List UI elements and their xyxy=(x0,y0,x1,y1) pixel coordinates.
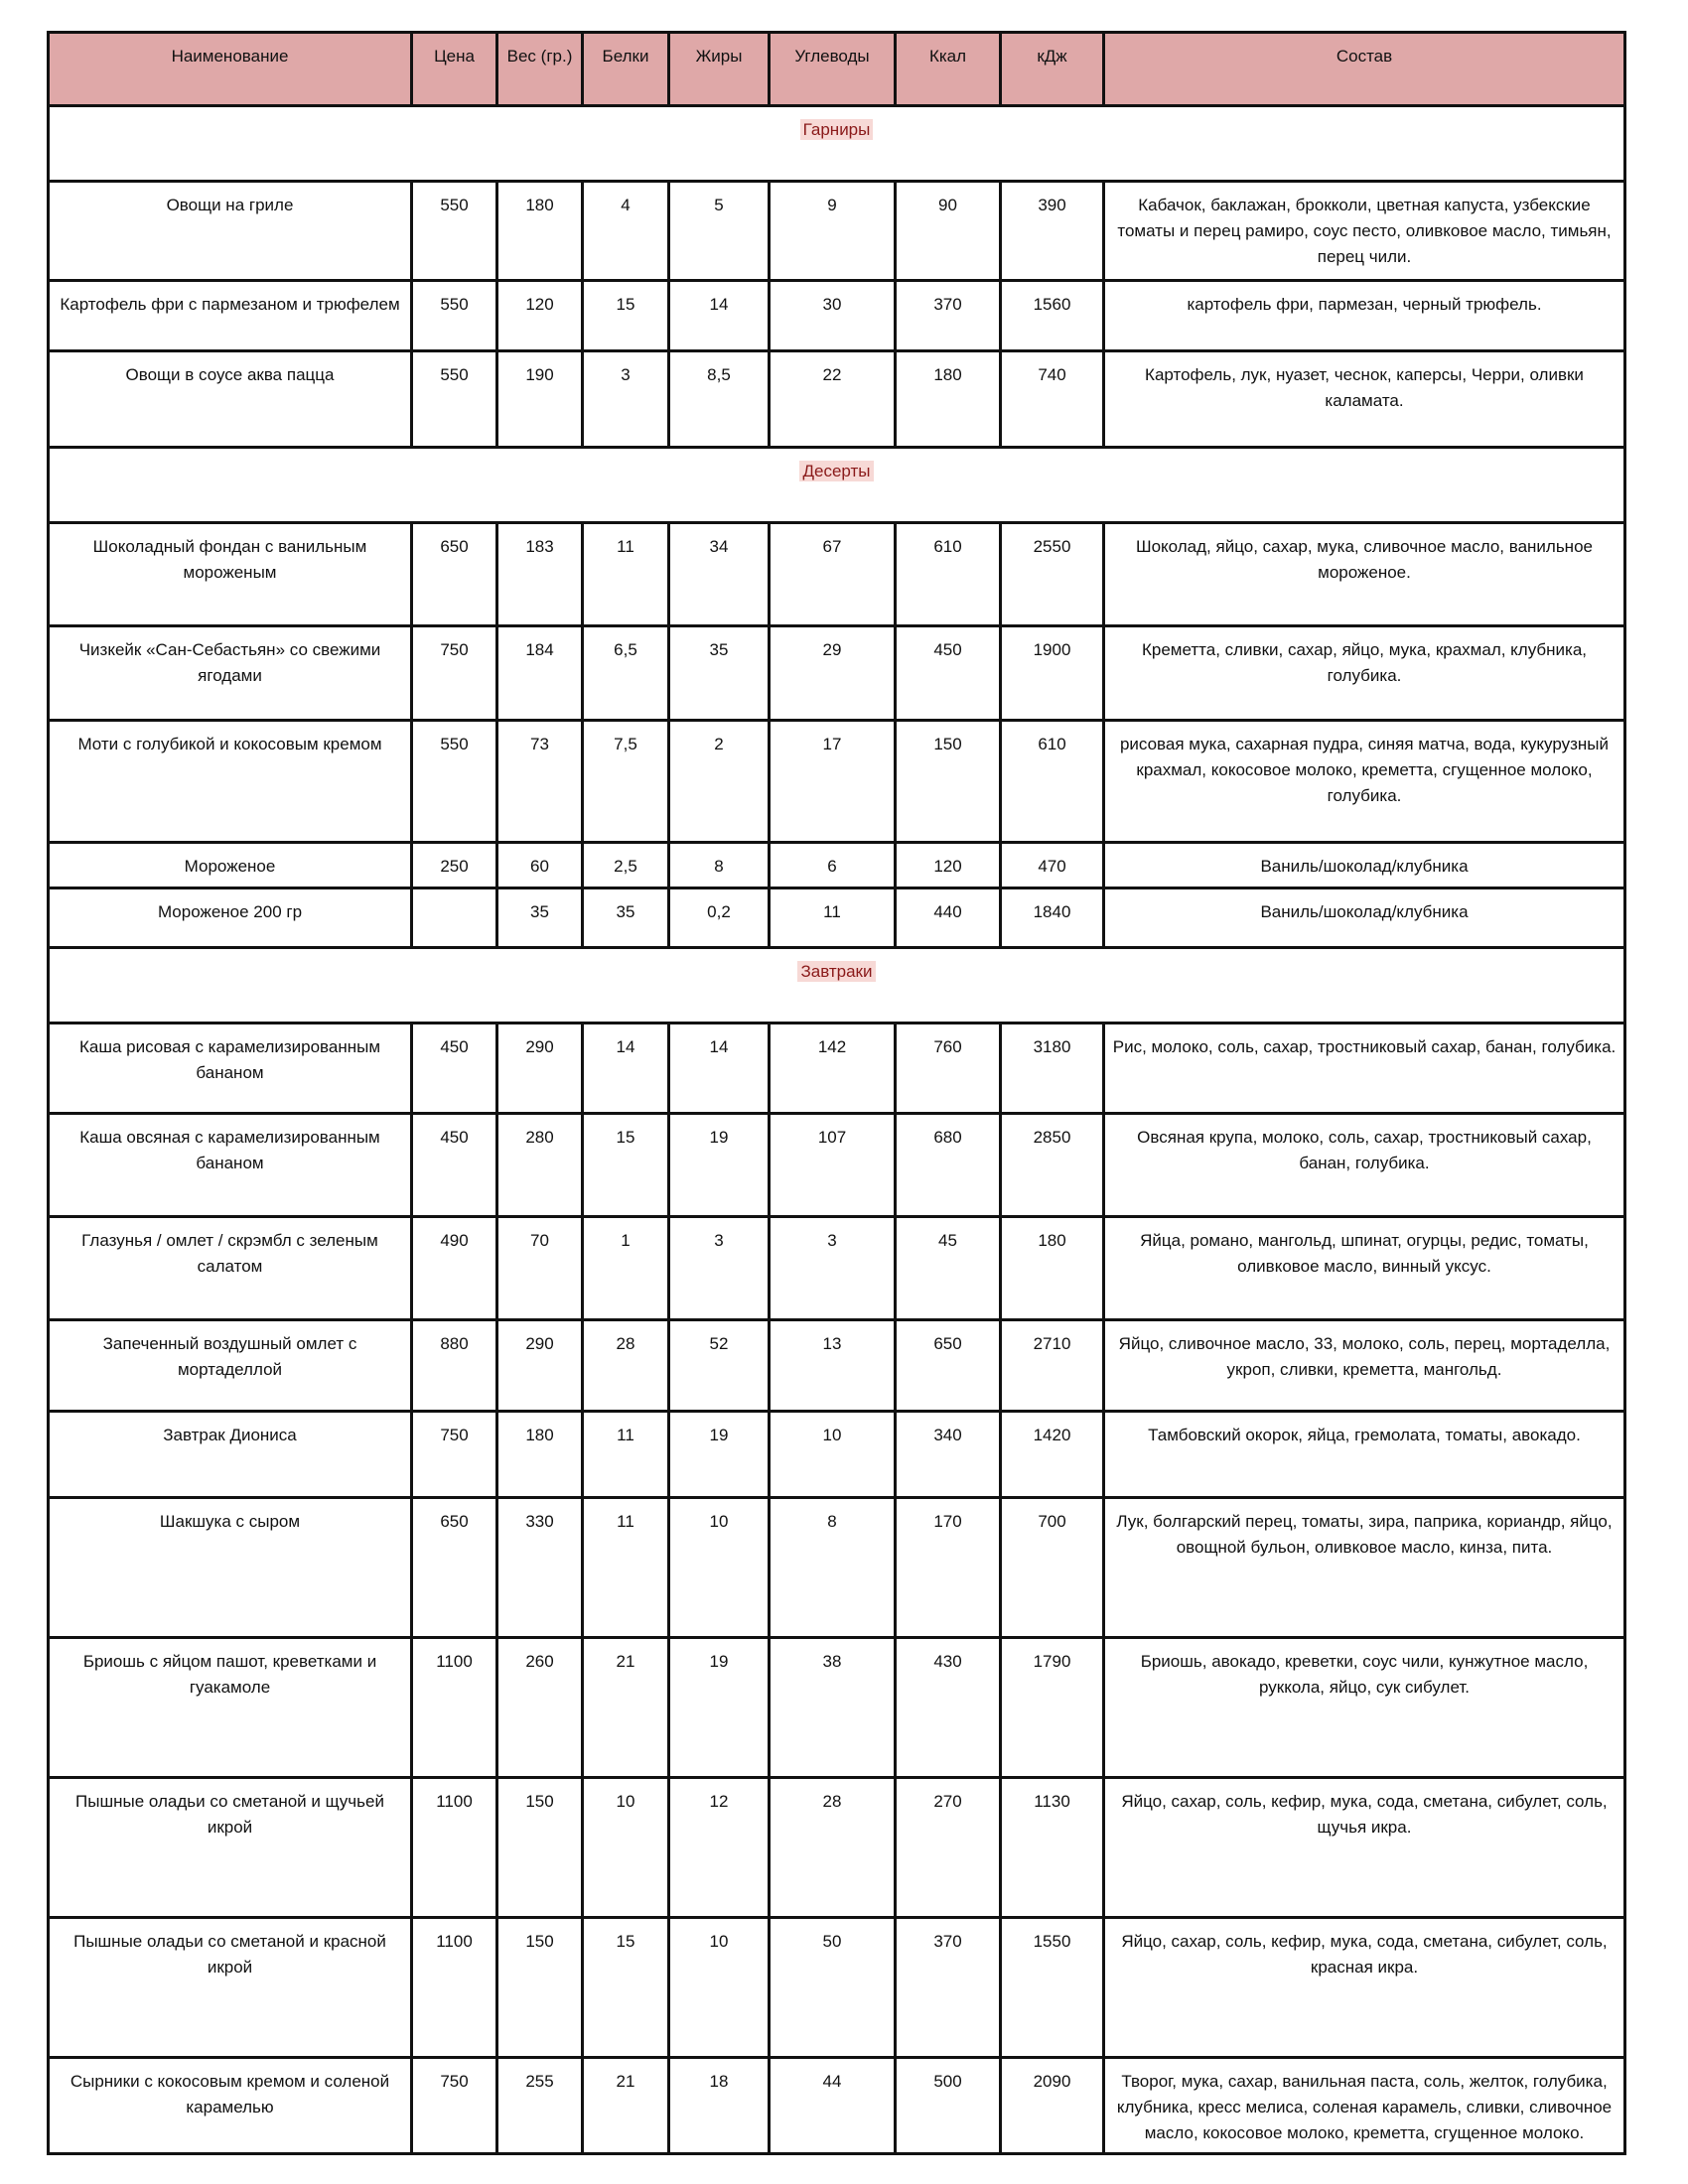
table-row xyxy=(49,888,1625,948)
cell-carbs: 8 xyxy=(770,1498,896,1638)
section-cell xyxy=(49,948,1625,1024)
cell-weight: 290 xyxy=(497,1024,583,1114)
cell-name: Моти с голубикой и кокосовым кремом xyxy=(49,721,412,843)
cell-fat: 2 xyxy=(669,721,770,843)
menu-table xyxy=(47,31,1626,2155)
cell-carbs: 29 xyxy=(770,626,896,721)
cell-protein: 11 xyxy=(583,1412,669,1498)
cell-fat: 10 xyxy=(669,1498,770,1638)
cell-fat: 14 xyxy=(669,281,770,351)
cell-kj: 700 xyxy=(1001,1498,1104,1638)
cell-price: 550 xyxy=(412,281,497,351)
cell-carbs: 107 xyxy=(770,1114,896,1217)
cell-kj: 1790 xyxy=(1001,1638,1104,1778)
menu-body xyxy=(49,106,1625,2154)
table-row xyxy=(49,1778,1625,1918)
section-cell xyxy=(49,448,1625,523)
table-row xyxy=(49,721,1625,843)
cell-composition: Лук, болгарский перец, томаты, зира, паприка, кориандр, яйцо, овощной бульон, оливковое масло, кинза, пита. xyxy=(1104,1498,1625,1638)
section-row xyxy=(49,448,1625,523)
cell-fat: 35 xyxy=(669,626,770,721)
cell-kj: 610 xyxy=(1001,721,1104,843)
cell-protein: 7,5 xyxy=(583,721,669,843)
section-title: Десерты xyxy=(799,461,873,481)
cell-price: 1100 xyxy=(412,1918,497,2058)
cell-name: Картофель фри с пармезаном и трюфелем xyxy=(49,281,412,351)
cell-protein: 11 xyxy=(583,523,669,626)
cell-protein: 2,5 xyxy=(583,843,669,888)
cell-price: 880 xyxy=(412,1320,497,1412)
table-row xyxy=(49,1412,1625,1498)
cell-weight: 183 xyxy=(497,523,583,626)
cell-fat: 3 xyxy=(669,1217,770,1320)
cell-price: 490 xyxy=(412,1217,497,1320)
cell-kj: 1900 xyxy=(1001,626,1104,721)
cell-kj: 180 xyxy=(1001,1217,1104,1320)
cell-price xyxy=(412,888,497,948)
table-row xyxy=(49,843,1625,888)
section-title: Гарниры xyxy=(800,119,874,140)
cell-fat: 0,2 xyxy=(669,888,770,948)
cell-carbs: 30 xyxy=(770,281,896,351)
cell-composition: Яйцо, сахар, соль, кефир, мука, сода, сметана, сибулет, соль, щучья икра. xyxy=(1104,1778,1625,1918)
cell-price: 250 xyxy=(412,843,497,888)
cell-name: Бриошь с яйцом пашот, креветками и гуакамоле xyxy=(49,1638,412,1778)
cell-protein: 28 xyxy=(583,1320,669,1412)
cell-kcal: 120 xyxy=(896,843,1001,888)
cell-name: Запеченный воздушный омлет с мортаделлой xyxy=(49,1320,412,1412)
cell-weight: 60 xyxy=(497,843,583,888)
cell-composition: Яйцо, сахар, соль, кефир, мука, сода, сметана, сибулет, соль, красная икра. xyxy=(1104,1918,1625,2058)
cell-price: 450 xyxy=(412,1114,497,1217)
cell-kcal: 760 xyxy=(896,1024,1001,1114)
cell-kcal: 150 xyxy=(896,721,1001,843)
cell-protein: 3 xyxy=(583,351,669,448)
cell-kj: 2710 xyxy=(1001,1320,1104,1412)
table-row xyxy=(49,1918,1625,2058)
cell-kj: 390 xyxy=(1001,182,1104,281)
cell-fat: 34 xyxy=(669,523,770,626)
cell-weight: 180 xyxy=(497,1412,583,1498)
cell-kcal: 500 xyxy=(896,2058,1001,2154)
cell-weight: 260 xyxy=(497,1638,583,1778)
cell-fat: 5 xyxy=(669,182,770,281)
cell-kcal: 610 xyxy=(896,523,1001,626)
cell-kcal: 45 xyxy=(896,1217,1001,1320)
cell-name: Овощи в соусе аква пацца xyxy=(49,351,412,448)
cell-name: Каша овсяная с карамелизированным бананом xyxy=(49,1114,412,1217)
table-row xyxy=(49,1217,1625,1320)
cell-carbs: 13 xyxy=(770,1320,896,1412)
cell-composition: картофель фри, пармезан, черный трюфель. xyxy=(1104,281,1625,351)
cell-weight: 255 xyxy=(497,2058,583,2154)
cell-name: Мороженое xyxy=(49,843,412,888)
section-row xyxy=(49,948,1625,1024)
cell-protein: 21 xyxy=(583,1638,669,1778)
cell-carbs: 28 xyxy=(770,1778,896,1918)
cell-name: Шакшука с сыром xyxy=(49,1498,412,1638)
cell-weight: 280 xyxy=(497,1114,583,1217)
cell-carbs: 3 xyxy=(770,1217,896,1320)
cell-carbs: 67 xyxy=(770,523,896,626)
cell-name: Пышные оладьи со сметаной и щучьей икрой xyxy=(49,1778,412,1918)
table-row xyxy=(49,2058,1625,2154)
cell-composition: Бриошь, авокадо, креветки, соус чили, кунжутное масло, руккола, яйцо, сук сибулет. xyxy=(1104,1638,1625,1778)
cell-composition: Рис, молоко, соль, сахар, тростниковый сахар, банан, голубика. xyxy=(1104,1024,1625,1114)
table-row xyxy=(49,523,1625,626)
header-protein: Белки xyxy=(583,33,669,106)
cell-fat: 19 xyxy=(669,1638,770,1778)
cell-carbs: 10 xyxy=(770,1412,896,1498)
cell-carbs: 44 xyxy=(770,2058,896,2154)
cell-carbs: 6 xyxy=(770,843,896,888)
cell-protein: 6,5 xyxy=(583,626,669,721)
cell-price: 750 xyxy=(412,626,497,721)
cell-name: Шоколадный фондан с ванильным мороженым xyxy=(49,523,412,626)
cell-kj: 2850 xyxy=(1001,1114,1104,1217)
cell-carbs: 142 xyxy=(770,1024,896,1114)
cell-protein: 15 xyxy=(583,281,669,351)
cell-carbs: 17 xyxy=(770,721,896,843)
cell-protein: 11 xyxy=(583,1498,669,1638)
cell-name: Завтрак Диониса xyxy=(49,1412,412,1498)
cell-kcal: 180 xyxy=(896,351,1001,448)
cell-kcal: 440 xyxy=(896,888,1001,948)
cell-carbs: 11 xyxy=(770,888,896,948)
cell-kcal: 170 xyxy=(896,1498,1001,1638)
cell-composition: Шоколад, яйцо, сахар, мука, сливочное масло, ванильное мороженое. xyxy=(1104,523,1625,626)
cell-name: Глазунья / омлет / скрэмбл с зеленым салатом xyxy=(49,1217,412,1320)
cell-weight: 73 xyxy=(497,721,583,843)
cell-protein: 15 xyxy=(583,1114,669,1217)
cell-carbs: 9 xyxy=(770,182,896,281)
table-row xyxy=(49,281,1625,351)
cell-price: 750 xyxy=(412,1412,497,1498)
cell-price: 650 xyxy=(412,1498,497,1638)
cell-kcal: 90 xyxy=(896,182,1001,281)
cell-protein: 21 xyxy=(583,2058,669,2154)
cell-kj: 1130 xyxy=(1001,1778,1104,1918)
cell-fat: 18 xyxy=(669,2058,770,2154)
cell-weight: 120 xyxy=(497,281,583,351)
table-row xyxy=(49,1498,1625,1638)
cell-weight: 330 xyxy=(497,1498,583,1638)
header-composition: Состав xyxy=(1104,33,1625,106)
cell-carbs: 22 xyxy=(770,351,896,448)
cell-fat: 10 xyxy=(669,1918,770,2058)
cell-weight: 180 xyxy=(497,182,583,281)
cell-composition: Овсяная крупа, молоко, соль, сахар, тростниковый сахар, банан, голубика. xyxy=(1104,1114,1625,1217)
cell-price: 550 xyxy=(412,182,497,281)
header-kcal: Ккал xyxy=(896,33,1001,106)
cell-price: 550 xyxy=(412,721,497,843)
header-carbs: Углеводы xyxy=(770,33,896,106)
section-cell xyxy=(49,106,1625,182)
section-row xyxy=(49,106,1625,182)
cell-composition: Картофель, лук, нуазет, чеснок, каперсы, Черри, оливки каламата. xyxy=(1104,351,1625,448)
cell-composition: рисовая мука, сахарная пудра, синяя матча, вода, кукурузный крахмал, кокосовое молоко, креметта, сгущенное молоко, голубика. xyxy=(1104,721,1625,843)
cell-weight: 150 xyxy=(497,1918,583,2058)
cell-composition: Ваниль/шоколад/клубника xyxy=(1104,888,1625,948)
header-weight: Вес (гр.) xyxy=(497,33,583,106)
table-row xyxy=(49,1320,1625,1412)
table-row xyxy=(49,626,1625,721)
cell-price: 1100 xyxy=(412,1778,497,1918)
cell-composition: Кабачок, баклажан, брокколи, цветная капуста, узбекские томаты и перец рамиро, соус песто, оливковое масло, тимьян, перец чили. xyxy=(1104,182,1625,281)
header-row xyxy=(49,33,1625,106)
cell-fat: 14 xyxy=(669,1024,770,1114)
cell-price: 1100 xyxy=(412,1638,497,1778)
cell-fat: 19 xyxy=(669,1114,770,1217)
cell-weight: 35 xyxy=(497,888,583,948)
cell-protein: 4 xyxy=(583,182,669,281)
cell-kj: 1560 xyxy=(1001,281,1104,351)
table-row xyxy=(49,351,1625,448)
cell-name: Пышные оладьи со сметаной и красной икрой xyxy=(49,1918,412,2058)
table-row xyxy=(49,1114,1625,1217)
cell-price: 650 xyxy=(412,523,497,626)
cell-name: Каша рисовая с карамелизированным бананом xyxy=(49,1024,412,1114)
cell-kj: 2090 xyxy=(1001,2058,1104,2154)
cell-carbs: 38 xyxy=(770,1638,896,1778)
table-row xyxy=(49,182,1625,281)
cell-name: Чизкейк «Сан-Себастьян» со свежими ягодами xyxy=(49,626,412,721)
cell-name: Сырники с кокосовым кремом и соленой карамелью xyxy=(49,2058,412,2154)
cell-weight: 190 xyxy=(497,351,583,448)
cell-price: 550 xyxy=(412,351,497,448)
cell-protein: 10 xyxy=(583,1778,669,1918)
cell-weight: 290 xyxy=(497,1320,583,1412)
cell-weight: 184 xyxy=(497,626,583,721)
header-fat: Жиры xyxy=(669,33,770,106)
cell-kj: 2550 xyxy=(1001,523,1104,626)
cell-kcal: 370 xyxy=(896,1918,1001,2058)
cell-weight: 150 xyxy=(497,1778,583,1918)
cell-composition: Тамбовский окорок, яйца, гремолата, томаты, авокадо. xyxy=(1104,1412,1625,1498)
cell-kj: 470 xyxy=(1001,843,1104,888)
cell-kcal: 680 xyxy=(896,1114,1001,1217)
cell-kj: 1550 xyxy=(1001,1918,1104,2058)
cell-price: 450 xyxy=(412,1024,497,1114)
cell-composition: Креметта, сливки, сахар, яйцо, мука, крахмал, клубника, голубика. xyxy=(1104,626,1625,721)
cell-kj: 3180 xyxy=(1001,1024,1104,1114)
cell-composition: Ваниль/шоколад/клубника xyxy=(1104,843,1625,888)
header-price: Цена xyxy=(412,33,497,106)
cell-composition: Творог, мука, сахар, ванильная паста, соль, желток, голубика, клубника, кресс мелиса, соленая карамель, сливки, сливочное масло, кокосовое молоко, креметта, сгущенное молоко. xyxy=(1104,2058,1625,2154)
section-title: Завтраки xyxy=(797,961,875,982)
cell-kcal: 270 xyxy=(896,1778,1001,1918)
cell-composition: Яйцо, сливочное масло, 33, молоко, соль, перец, мортаделла, укроп, сливки, креметта, мангольд. xyxy=(1104,1320,1625,1412)
header-name: Наименование xyxy=(49,33,412,106)
header-kj: кДж xyxy=(1001,33,1104,106)
cell-kcal: 450 xyxy=(896,626,1001,721)
cell-kj: 1840 xyxy=(1001,888,1104,948)
cell-kcal: 650 xyxy=(896,1320,1001,1412)
cell-price: 750 xyxy=(412,2058,497,2154)
cell-weight: 70 xyxy=(497,1217,583,1320)
cell-protein: 35 xyxy=(583,888,669,948)
cell-kj: 740 xyxy=(1001,351,1104,448)
cell-name: Овощи на гриле xyxy=(49,182,412,281)
cell-kcal: 430 xyxy=(896,1638,1001,1778)
cell-fat: 12 xyxy=(669,1778,770,1918)
cell-kcal: 340 xyxy=(896,1412,1001,1498)
cell-kcal: 370 xyxy=(896,281,1001,351)
cell-fat: 8 xyxy=(669,843,770,888)
cell-fat: 52 xyxy=(669,1320,770,1412)
cell-fat: 8,5 xyxy=(669,351,770,448)
cell-name: Мороженое 200 гр xyxy=(49,888,412,948)
cell-protein: 15 xyxy=(583,1918,669,2058)
table-row xyxy=(49,1638,1625,1778)
cell-protein: 1 xyxy=(583,1217,669,1320)
table-row xyxy=(49,1024,1625,1114)
cell-fat: 19 xyxy=(669,1412,770,1498)
cell-kj: 1420 xyxy=(1001,1412,1104,1498)
cell-protein: 14 xyxy=(583,1024,669,1114)
cell-composition: Яйца, романо, мангольд, шпинат, огурцы, редис, томаты, оливковое масло, винный уксус. xyxy=(1104,1217,1625,1320)
cell-carbs: 50 xyxy=(770,1918,896,2058)
